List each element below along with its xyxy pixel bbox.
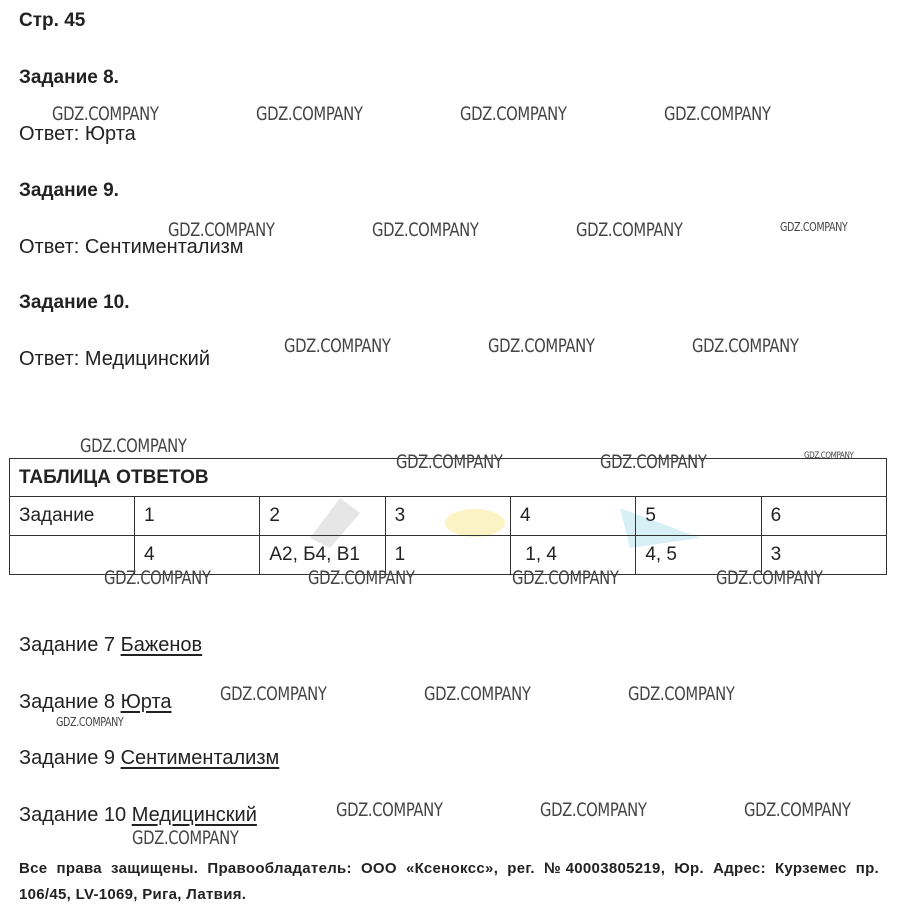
task-10-heading: Задание 10. xyxy=(19,292,130,313)
table-cell: 6 xyxy=(761,497,886,536)
watermark: GDZ.COMPANY xyxy=(600,451,707,473)
summary-answer: Сентиментализм xyxy=(120,747,280,769)
watermark: GDZ.COMPANY xyxy=(132,827,239,849)
page-number: Стр. 45 xyxy=(19,10,86,31)
table-cell: 1, 4 xyxy=(510,536,635,575)
watermark: GDZ.COMPANY xyxy=(372,219,479,241)
watermark: GDZ.COMPANY xyxy=(256,103,363,125)
summary-task-8 xyxy=(19,691,172,714)
task-8-heading: Задание 8. xyxy=(19,67,119,88)
table-cell: 5 xyxy=(636,497,761,536)
watermark: GDZ.COMPANY xyxy=(664,103,771,125)
summary-label: Задание 8 xyxy=(19,691,116,713)
watermark: GDZ.COMPANY xyxy=(424,683,531,705)
task-9-answer: Ответ: Сентиментализм xyxy=(19,236,244,258)
watermark: GDZ.COMPANY xyxy=(168,219,275,241)
task-8-answer: Ответ: Юрта xyxy=(19,123,136,145)
watermark: GDZ.COMPANY xyxy=(512,567,619,589)
table-cell: 3 xyxy=(761,536,886,575)
table-cell: 3 xyxy=(385,497,510,536)
summary-label: Задание 10 xyxy=(19,804,127,826)
watermark: GDZ.COMPANY xyxy=(576,219,683,241)
watermark: GDZ.COMPANY xyxy=(744,799,851,821)
summary-label: Задание 7 xyxy=(19,634,116,656)
summary-task-9 xyxy=(19,747,279,770)
table-cell: 1 xyxy=(385,536,510,575)
summary-task-10 xyxy=(19,804,257,827)
watermark: GDZ.COMPANY xyxy=(284,335,391,357)
watermark: GDZ.COMPANY xyxy=(336,799,443,821)
summary-answer: Медицинский xyxy=(131,804,257,826)
table-cell: 4 xyxy=(510,497,635,536)
table-cell: 4, 5 xyxy=(636,536,761,575)
watermark: GDZ.COMPANY xyxy=(308,567,415,589)
watermark: GDZ.COMPANY xyxy=(104,567,211,589)
task-9-heading: Задание 9. xyxy=(19,180,119,201)
table-title: ТАБЛИЦА ОТВЕТОВ xyxy=(10,459,887,497)
watermark: GDZ.COMPANY xyxy=(540,799,647,821)
table-row xyxy=(10,497,887,536)
table-cell: А2, Б4, В1 xyxy=(260,536,385,575)
answers-table xyxy=(9,458,887,575)
watermark: GDZ.COMPANY xyxy=(692,335,799,357)
watermark: GDZ.COMPANY xyxy=(396,451,503,473)
summary-answer: Баженов xyxy=(120,634,203,656)
watermark: GDZ.COMPANY xyxy=(460,103,567,125)
watermark: GDZ.COMPANY xyxy=(488,335,595,357)
watermark: GDZ.COMPANY xyxy=(780,220,848,234)
copyright-footer: Все права защищены. Правообладатель: ООО «Ксенокcс», рег. №40003805219, Юр. Адрес: Курземес пр. 106/45, LV-1069, Рига, Латвия. xyxy=(19,860,879,903)
summary-answer: Юрта xyxy=(120,691,172,713)
watermark: GDZ.COMPANY xyxy=(56,715,124,729)
watermark: GDZ.COMPANY xyxy=(52,103,159,125)
watermark: GDZ.COMPANY xyxy=(220,683,327,705)
watermark: GDZ.COMPANY xyxy=(628,683,735,705)
summary-label: Задание 9 xyxy=(19,747,116,769)
table-cell: 2 xyxy=(260,497,385,536)
task-10-answer: Ответ: Медицинский xyxy=(19,348,211,370)
watermark: GDZ.COMPANY xyxy=(80,435,187,457)
table-cell: 4 xyxy=(135,536,260,575)
watermark: GDZ.COMPANY xyxy=(716,567,823,589)
table-cell: 1 xyxy=(135,497,260,536)
watermark: GDZ.COMPANY xyxy=(804,451,854,461)
table-row-label: Задание xyxy=(10,497,135,536)
summary-task-7 xyxy=(19,634,202,657)
